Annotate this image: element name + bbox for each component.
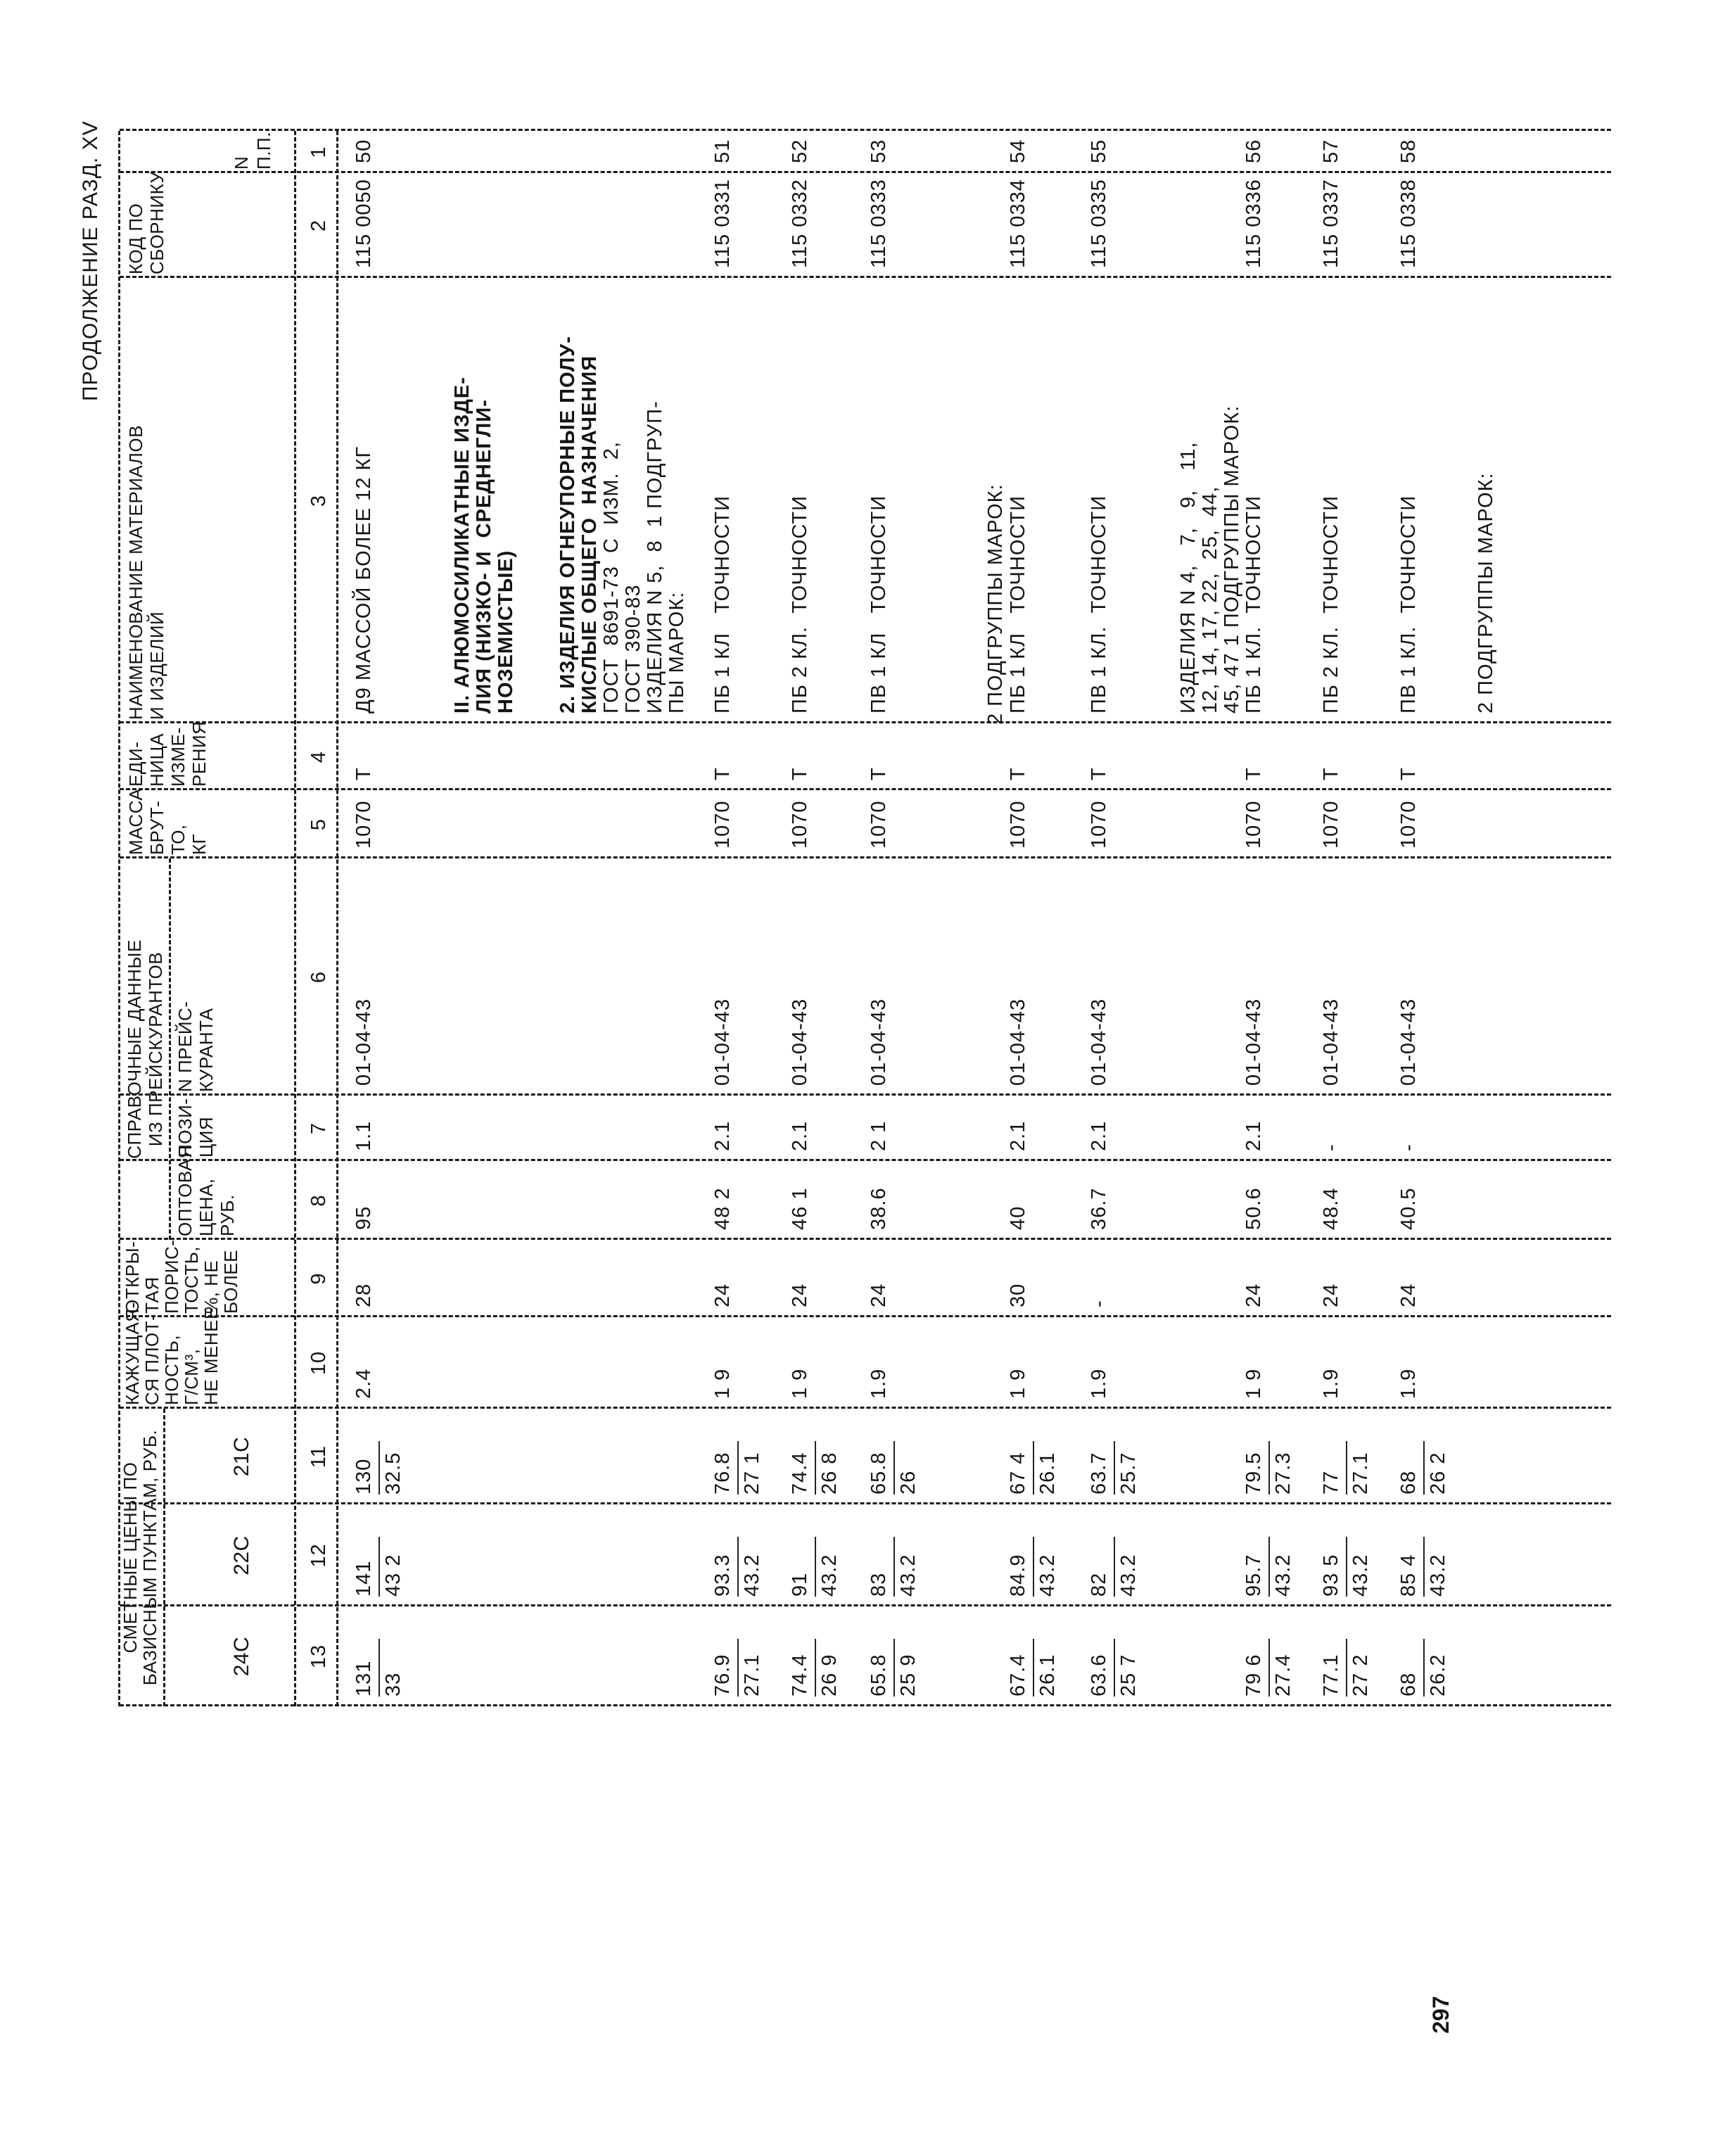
row-54-p21-denominator: 26.1 xyxy=(1036,1452,1059,1495)
row-54-n: 54 xyxy=(1007,139,1029,163)
row-56-code: 115 0336 xyxy=(1242,179,1265,268)
row-51-code: 115 0331 xyxy=(711,179,734,268)
row-58-p24-fraction-bar xyxy=(1423,1639,1425,1697)
row-52-code: 115 0332 xyxy=(789,179,811,268)
column-separator-4 xyxy=(120,721,1611,723)
row-56-unit: Т xyxy=(1242,767,1265,780)
header-c9-line-1: ОТКРЫ- xyxy=(122,1241,143,1314)
row-53-p21-denominator: 26 xyxy=(897,1470,920,1495)
row-53-p21-numerator: 65.8 xyxy=(867,1452,890,1495)
row-55-p24-denominator: 25 7 xyxy=(1117,1654,1140,1697)
row-50-n: 50 xyxy=(352,139,375,163)
row-56-p22-denominator: 43.2 xyxy=(1272,1554,1295,1597)
sections-s11-1: II. АЛЮМОСИЛИКАТНЫЕ ИЗДЕ- xyxy=(451,376,473,714)
row-52-pos: 2.1 xyxy=(789,1120,811,1151)
row-51-p24-denominator: 27.1 xyxy=(741,1654,763,1697)
row-58-p21-numerator: 68 xyxy=(1397,1470,1420,1495)
row-57-p22-denominator: 43.2 xyxy=(1349,1554,1372,1597)
row-58-p22-denominator: 43.2 xyxy=(1427,1554,1449,1597)
column-number-12: 12 xyxy=(307,1543,330,1568)
header-c9-line-5: %, НЕ xyxy=(201,1260,222,1314)
row-54-p21-numerator: 67 4 xyxy=(1007,1452,1029,1495)
column-number-5: 5 xyxy=(307,818,330,831)
column-number-9: 9 xyxy=(307,1272,330,1285)
row-52-p22-numerator: 91 xyxy=(789,1572,811,1597)
row-57-pos: - xyxy=(1320,1143,1342,1151)
row-57-unit: Т xyxy=(1320,767,1342,780)
column-separator-11 xyxy=(120,1407,1611,1409)
row-58-p22-numerator: 85 4 xyxy=(1397,1554,1420,1597)
row-50-p24-denominator: 33 xyxy=(382,1672,405,1697)
row-58-p21-denominator: 26 2 xyxy=(1427,1452,1449,1495)
row-56-p21-numerator: 79.5 xyxy=(1242,1452,1265,1495)
row-51-name: ПБ 1 КЛ ТОЧНОСТИ xyxy=(711,495,734,714)
row-57-mass: 1070 xyxy=(1320,800,1342,849)
row-53-n: 53 xyxy=(867,139,890,163)
row-52-p24-numerator: 74.4 xyxy=(789,1654,811,1697)
row-52-p21-denominator: 26 8 xyxy=(818,1452,841,1495)
row-55-price: 36.7 xyxy=(1088,1187,1110,1230)
row-55-p21-numerator: 63.7 xyxy=(1088,1452,1110,1495)
row-56-pos: 2.1 xyxy=(1242,1120,1265,1151)
row-56-price: 50.6 xyxy=(1242,1187,1265,1230)
column-number-10: 10 xyxy=(307,1350,330,1376)
row-56-name: ПБ 1 КЛ. ТОЧНОСТИ xyxy=(1242,495,1265,714)
row-58-dens: 1.9 xyxy=(1397,1368,1420,1399)
row-53-p22-denominator: 43.2 xyxy=(897,1554,920,1597)
row-58-p21-fraction-bar xyxy=(1423,1441,1425,1495)
header-c11: 21С xyxy=(230,1436,253,1477)
column-separator-12 xyxy=(120,1502,1611,1504)
row-52-p22-fraction-bar xyxy=(815,1537,816,1597)
row-51-n: 51 xyxy=(711,139,734,163)
row-50-p21-numerator: 130 xyxy=(352,1458,375,1495)
row-58-mass: 1070 xyxy=(1397,800,1420,849)
row-57-por: 24 xyxy=(1320,1283,1342,1307)
row-57-p22-numerator: 93 5 xyxy=(1320,1554,1342,1597)
header-c4-line-2: НИЦА xyxy=(146,733,167,787)
row-56-p24-fraction-bar xyxy=(1268,1639,1270,1697)
column-number-7: 7 xyxy=(307,1122,330,1135)
row-57-name: ПБ 2 КЛ. ТОЧНОСТИ xyxy=(1320,495,1342,714)
row-51-p21-numerator: 76.8 xyxy=(711,1452,734,1495)
row-51-p22-denominator: 43.2 xyxy=(741,1554,763,1597)
row-54-p24-fraction-bar xyxy=(1033,1639,1034,1697)
row-53-price: 38.6 xyxy=(867,1187,890,1230)
row-52-pr: 01-04-43 xyxy=(789,998,811,1086)
sections-items_note-2: 12, 14, 17, 22, 25, 44, xyxy=(1199,486,1221,714)
header-c2-line-2: СБОРНИКУ xyxy=(146,171,167,274)
column-separator-9 xyxy=(120,1238,1611,1240)
row-57-p21-fraction-bar xyxy=(1346,1441,1347,1495)
sections-s2_bold-2: КИСЛЫЕ ОБЩЕГО НАЗНАЧЕНИЯ xyxy=(578,355,601,714)
row-55-p22-fraction-bar xyxy=(1114,1537,1115,1597)
header-c2-line-1: КОД ПО xyxy=(125,203,146,274)
row-52-unit: Т xyxy=(789,767,811,780)
row-53-p24-fraction-bar xyxy=(893,1639,895,1697)
column-number-2: 2 xyxy=(307,219,330,232)
column-number-13: 13 xyxy=(307,1644,330,1669)
row-57-pr: 01-04-43 xyxy=(1320,998,1342,1086)
header-c6-line-1: N ПРЕЙС- xyxy=(174,1001,196,1092)
row-52-p21-numerator: 74.4 xyxy=(789,1452,811,1495)
header-c4-line-1: ЕДИ- xyxy=(125,741,146,787)
row-50-price: 95 xyxy=(352,1205,375,1230)
row-51-price: 48 2 xyxy=(711,1187,734,1230)
row-56-n: 56 xyxy=(1242,139,1265,163)
row-53-p22-numerator: 83 xyxy=(867,1572,890,1597)
row-58-price: 40.5 xyxy=(1397,1187,1420,1230)
row-53-p21-fraction-bar xyxy=(893,1441,895,1495)
row-54-code: 115 0334 xyxy=(1007,179,1029,268)
header-c3-line-1: НАИМЕНОВАНИЕ МАТЕРИАЛОВ xyxy=(125,425,146,720)
row-58-pos: - xyxy=(1397,1143,1420,1151)
column-number-6: 6 xyxy=(307,970,330,984)
header-group-ref-line-1: СПРАВОЧНЫЕ ДАННЫЕ xyxy=(124,939,145,1159)
header-c1-line-1: N xyxy=(231,156,252,170)
row-57-price: 48.4 xyxy=(1320,1187,1342,1230)
row-56-p24-denominator: 27.4 xyxy=(1272,1654,1295,1697)
column-separator-5 xyxy=(120,788,1611,790)
row-58-code: 115 0338 xyxy=(1397,179,1420,268)
row-53-dens: 1.9 xyxy=(867,1368,890,1399)
row-53-mass: 1070 xyxy=(867,800,890,849)
sections-items_note-1: ИЗДЕЛИЯ N 4, 7, 9, 11, xyxy=(1177,441,1200,714)
colnum-bottom-rule xyxy=(336,131,338,1706)
sections-sub2: 2 ПОДГРУППЫ МАРОК: xyxy=(984,483,1007,725)
row-58-p22-fraction-bar xyxy=(1423,1537,1425,1597)
row-53-name: ПВ 1 КЛ ТОЧНОСТИ xyxy=(867,495,890,714)
row-50-unit: Т xyxy=(352,767,375,780)
row-51-dens: 1 9 xyxy=(711,1368,734,1399)
price-group-rule xyxy=(163,1409,165,1706)
row-54-p22-denominator: 43.2 xyxy=(1036,1554,1059,1597)
header-c6-line-2: КУРАНТА xyxy=(196,1008,217,1092)
column-separator-3 xyxy=(120,276,1611,278)
row-55-p22-numerator: 82 xyxy=(1088,1572,1110,1597)
row-54-price: 40 xyxy=(1007,1205,1029,1230)
row-57-dens: 1.9 xyxy=(1320,1368,1342,1399)
row-58-p24-denominator: 26.2 xyxy=(1427,1654,1449,1697)
row-56-p21-denominator: 27.3 xyxy=(1272,1452,1295,1495)
sections-s2_text-4: ПЫ МАРОК: xyxy=(666,591,688,714)
row-52-name: ПБ 2 КЛ. ТОЧНОСТИ xyxy=(789,495,811,714)
sections-s2_text-3: ИЗДЕЛИЯ N 5, 8 1 ПОДГРУП- xyxy=(644,400,666,714)
column-separator-14 xyxy=(120,1704,1611,1706)
row-57-p24-numerator: 77.1 xyxy=(1320,1654,1342,1697)
row-53-p24-denominator: 25 9 xyxy=(897,1654,920,1697)
row-57-p24-denominator: 27 2 xyxy=(1349,1654,1372,1697)
row-54-por: 30 xyxy=(1007,1283,1029,1307)
header-c10-line-1: КАЖУЩАЯ- xyxy=(122,1302,143,1405)
row-51-p22-fraction-bar xyxy=(737,1537,739,1597)
column-number-4: 4 xyxy=(307,750,330,763)
row-54-name: ПБ 1 КЛ ТОЧНОСТИ xyxy=(1007,495,1029,714)
row-52-p24-fraction-bar xyxy=(815,1639,816,1697)
header-c5-line-4: КГ xyxy=(189,833,210,855)
row-50-p21-fraction-bar xyxy=(379,1441,380,1495)
row-51-por: 24 xyxy=(711,1283,734,1307)
row-51-unit: Т xyxy=(711,767,734,780)
row-53-p22-fraction-bar xyxy=(893,1537,895,1597)
row-55-pr: 01-04-43 xyxy=(1088,998,1110,1086)
header-c5-line-3: ТО, xyxy=(167,824,189,855)
row-56-mass: 1070 xyxy=(1242,800,1265,849)
header-c8-line-3: РУБ. xyxy=(217,1194,238,1236)
row-50-p24-numerator: 131 xyxy=(352,1660,375,1697)
row-54-pos: 2.1 xyxy=(1007,1120,1029,1151)
header-c4-line-4: РЕНИЯ xyxy=(189,721,210,787)
row-58-pr: 01-04-43 xyxy=(1397,998,1420,1086)
row-52-mass: 1070 xyxy=(789,800,811,849)
column-separator-6 xyxy=(120,856,1611,858)
continuation-header: ПРОДОЛЖЕНИЕ РАЗД. XV xyxy=(79,120,102,401)
row-58-n: 58 xyxy=(1397,139,1420,163)
row-50-mass: 1070 xyxy=(352,800,375,849)
row-53-pos: 2 1 xyxy=(867,1120,890,1151)
row-55-p21-denominator: 25.7 xyxy=(1117,1452,1140,1495)
row-56-por: 24 xyxy=(1242,1283,1265,1307)
row-54-unit: Т xyxy=(1007,767,1029,780)
row-55-p24-fraction-bar xyxy=(1114,1639,1115,1697)
row-55-p24-numerator: 63.6 xyxy=(1088,1654,1110,1697)
sections-items_note-3: 45, 47 1 ПОДГРУППЫ МАРОК: xyxy=(1221,405,1243,714)
row-58-por: 24 xyxy=(1397,1283,1420,1307)
row-50-p22-denominator: 43 2 xyxy=(382,1554,405,1597)
ref-group-rule xyxy=(169,858,171,1240)
column-number-8: 8 xyxy=(307,1194,330,1207)
row-51-p21-denominator: 27 1 xyxy=(741,1452,763,1495)
row-50-code: 115 0050 xyxy=(352,179,375,268)
row-51-p21-fraction-bar xyxy=(737,1441,739,1495)
header-c9-line-6: БОЛЕЕ xyxy=(220,1250,241,1314)
row-56-p22-fraction-bar xyxy=(1268,1537,1270,1597)
row-50-p21-denominator: 32.5 xyxy=(382,1452,405,1495)
row-57-p24-fraction-bar xyxy=(1346,1639,1347,1697)
row-51-pr: 01-04-43 xyxy=(711,998,734,1086)
row-50-dens: 2.4 xyxy=(352,1368,375,1399)
row-50-p22-fraction-bar xyxy=(379,1537,380,1597)
row-52-por: 24 xyxy=(789,1283,811,1307)
row-51-pos: 2.1 xyxy=(711,1120,734,1151)
row-55-dens: 1.9 xyxy=(1088,1368,1110,1399)
column-separator-10 xyxy=(120,1315,1611,1317)
row-51-p24-numerator: 76.9 xyxy=(711,1654,734,1697)
row-51-p24-fraction-bar xyxy=(737,1639,739,1697)
row-58-name: ПВ 1 КЛ. ТОЧНОСТИ xyxy=(1397,495,1420,714)
header-group-ref-line-2: ИЗ ПРЕЙСКУРАНТОВ xyxy=(145,951,166,1147)
row-50-por: 28 xyxy=(352,1283,375,1307)
header-c7-line-1: ПОЗИ- xyxy=(174,1098,196,1158)
header-c4-line-3: ИЗМЕ- xyxy=(167,727,189,787)
header-c3-line-2: И ИЗДЕЛИЙ xyxy=(146,611,167,720)
header-c12: 22С xyxy=(230,1535,253,1575)
sections-s11-3: НОЗЕМИСТЫЕ) xyxy=(495,550,517,714)
row-50-pos: 1.1 xyxy=(352,1120,375,1151)
column-number-11: 11 xyxy=(307,1445,330,1469)
row-57-p21-denominator: 27.1 xyxy=(1349,1452,1372,1495)
header-c10-line-3: НОСТЬ, xyxy=(161,1334,182,1405)
row-54-p24-denominator: 26.1 xyxy=(1036,1654,1059,1697)
row-56-p21-fraction-bar xyxy=(1268,1441,1270,1495)
header-c5-line-1: МАССА xyxy=(125,787,146,855)
row-52-p21-fraction-bar xyxy=(815,1441,816,1495)
row-53-pr: 01-04-43 xyxy=(867,998,890,1086)
row-52-dens: 1 9 xyxy=(789,1368,811,1399)
row-56-pr: 01-04-43 xyxy=(1242,998,1265,1086)
row-55-p21-fraction-bar xyxy=(1114,1441,1115,1495)
header-c10-line-5: НЕ МЕНЕЕ xyxy=(201,1307,222,1405)
row-54-dens: 1 9 xyxy=(1007,1368,1029,1399)
row-57-code: 115 0337 xyxy=(1320,179,1342,268)
header-group-prices-line-1: СМЕТНЫЕ ЦЕНЫ ПО xyxy=(120,1461,141,1654)
row-56-dens: 1 9 xyxy=(1242,1368,1265,1399)
page-number: 297 xyxy=(1428,1996,1454,2034)
row-55-unit: Т xyxy=(1088,767,1110,780)
row-52-price: 46 1 xyxy=(789,1187,811,1230)
row-52-n: 52 xyxy=(789,139,811,163)
row-58-p24-numerator: 68 xyxy=(1397,1672,1420,1697)
header-c10-line-4: Г/СМ³, xyxy=(181,1348,202,1405)
row-54-p24-numerator: 67.4 xyxy=(1007,1654,1029,1697)
row-54-p22-numerator: 84.9 xyxy=(1007,1554,1029,1597)
row-54-mass: 1070 xyxy=(1007,800,1029,849)
row-53-unit: Т xyxy=(867,767,890,780)
sections-s2_bold-1: 2. ИЗДЕЛИЯ ОГНЕУПОРНЫЕ ПОЛУ- xyxy=(556,336,579,714)
row-55-code: 115 0335 xyxy=(1088,179,1110,268)
row-52-p22-denominator: 43.2 xyxy=(818,1554,841,1597)
column-separator-8 xyxy=(120,1159,1611,1161)
row-50-p22-numerator: 141 xyxy=(352,1560,375,1597)
column-separator-2 xyxy=(120,171,1611,173)
header-c10-line-2: СЯ ПЛОТ- xyxy=(141,1314,163,1405)
row-56-p24-numerator: 79 6 xyxy=(1242,1654,1265,1697)
row-53-por: 24 xyxy=(867,1283,890,1307)
row-52-p24-denominator: 26 9 xyxy=(818,1654,841,1697)
column-separator-1 xyxy=(120,129,1611,131)
row-55-p22-denominator: 43.2 xyxy=(1117,1554,1140,1597)
row-53-code: 115 0333 xyxy=(867,179,890,268)
row-50-p24-fraction-bar xyxy=(379,1639,380,1697)
header-c7-line-2: ЦИЯ xyxy=(196,1116,217,1158)
header-c13: 24С xyxy=(230,1636,253,1677)
row-54-pr: 01-04-43 xyxy=(1007,998,1029,1086)
header-c9-line-3: ПОРИС- xyxy=(161,1239,182,1314)
row-55-mass: 1070 xyxy=(1088,800,1110,849)
row-50-name: Д9 МАССОЙ БОЛЕЕ 12 КГ xyxy=(352,445,375,714)
row-54-p22-fraction-bar xyxy=(1033,1537,1034,1597)
sections-s2_text-2: ГОСТ 390-83 xyxy=(622,584,644,714)
sections-sub2b: 2 ПОДГРУППЫ МАРОК: xyxy=(1475,472,1497,714)
sections-s11-2: ЛИЯ (НИЗКО- И СРЕДНЕГЛИ- xyxy=(473,399,495,714)
row-51-p22-numerator: 93.3 xyxy=(711,1554,734,1597)
row-58-unit: Т xyxy=(1397,767,1420,780)
header-c9-line-2: ТАЯ xyxy=(141,1276,163,1314)
row-55-por: - xyxy=(1088,1300,1110,1307)
row-56-p22-numerator: 95.7 xyxy=(1242,1554,1265,1597)
column-separator-7 xyxy=(120,1093,1611,1096)
column-number-1: 1 xyxy=(307,146,330,158)
row-55-pos: 2.1 xyxy=(1088,1120,1110,1151)
row-50-pr: 01-04-43 xyxy=(352,998,375,1086)
header-c5-line-2: БРУТ- xyxy=(146,800,167,855)
header-bottom-rule xyxy=(294,131,296,1706)
row-55-n: 55 xyxy=(1088,139,1110,163)
row-54-p21-fraction-bar xyxy=(1033,1441,1034,1495)
row-53-p24-numerator: 65.8 xyxy=(867,1654,890,1697)
row-57-n: 57 xyxy=(1320,139,1342,163)
row-57-p21-numerator: 77 xyxy=(1320,1470,1342,1495)
header-c8-line-2: ЦЕНА, xyxy=(196,1178,217,1236)
header-group-prices-line-2: БАЗИСНЫМ ПУНКТАМ, РУБ. xyxy=(139,1429,160,1686)
sections-s2_text-1: ГОСТ 8691-73 С ИЗМ. 2, xyxy=(600,441,623,714)
row-51-mass: 1070 xyxy=(711,800,734,849)
column-number-3: 3 xyxy=(307,494,330,507)
column-separator-13 xyxy=(120,1604,1611,1606)
row-55-name: ПВ 1 КЛ. ТОЧНОСТИ xyxy=(1088,495,1110,714)
header-c9-line-4: ТОСТЬ, xyxy=(181,1245,202,1314)
header-c1-line-2: П.П. xyxy=(253,132,274,170)
header-c8-line-1: ОПТОВАЯ xyxy=(174,1145,196,1236)
row-57-p22-fraction-bar xyxy=(1346,1537,1347,1597)
